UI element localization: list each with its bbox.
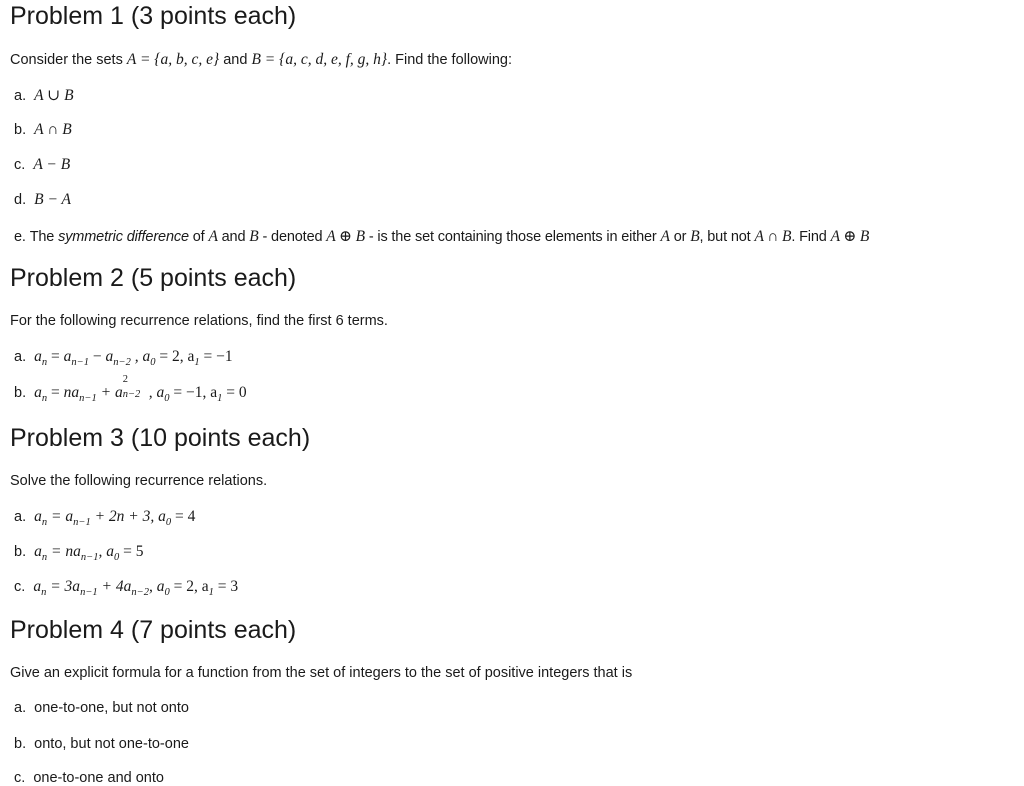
problem-1-intro: Consider the sets A = {a, b, c, e} and B = {a, c, d, e, f, g, h}. Find the following: [10, 51, 513, 68]
problem-2-item-a: a. $a_n = a_{n-1} - a_{n-2}$ , $a_0 = 2$, $a_1 = -1$ [14, 348, 233, 369]
problem-4-item-c: c. one-to-one and onto [14, 770, 164, 786]
problem-2-intro: For the following recurrence relations, find the first 6 terms. [10, 313, 388, 329]
set-b-definition: B = {a, c, d, e, f, g, h} [251, 51, 388, 68]
problem-4-item-a: a. one-to-one, but not onto [14, 700, 189, 716]
problem-3-item-c: c. $a_n = 3a_{n-1} + 4a_{n-2}$, $a_0 = 2$, $a_1 = 3$ [14, 578, 239, 599]
problem-4-heading: Problem 4 (7 points each) [10, 616, 297, 644]
set-a-definition: A = {a, b, c, e} [126, 51, 220, 68]
problem-3-item-b: b. $a_n = na_{n-1}$, $a_0 = 5$ [14, 543, 144, 564]
problem-4-item-b: b. onto, but not one-to-one [14, 736, 189, 752]
problem-1-item-a: a. A ∪ B [14, 87, 74, 104]
problem-1-heading: Problem 1 (3 points each) [10, 2, 297, 30]
problem-3-heading: Problem 3 (10 points each) [10, 424, 311, 452]
problem-2-item-b: b. $a_n = na_{n-1} + a$ 2 n−2 , $a_0 = -1$, $a_1 = 0$ [14, 374, 247, 405]
problem-2-heading: Problem 2 (5 points each) [10, 264, 297, 292]
problem-1-item-b: b. A ∩ B [14, 121, 72, 138]
problem-3-item-a: a. $a_n = a_{n-1} + 2n + 3$, $a_0 = 4$ [14, 508, 196, 529]
problem-1-item-e: e. The symmetric difference of A and B - denoted A ⊕ B - is the set containing those elements in either A or B, but not A ∩ B. Find A ⊕ B [14, 228, 870, 245]
problem-4-intro: Give an explicit formula for a function from the set of integers to the set of positive integers that is [10, 665, 633, 681]
problem-1-item-c: c. A − B [14, 156, 71, 173]
problem-1-item-d: d. B − A [14, 191, 72, 208]
problem-3-intro: Solve the following recurrence relations. [10, 473, 268, 489]
